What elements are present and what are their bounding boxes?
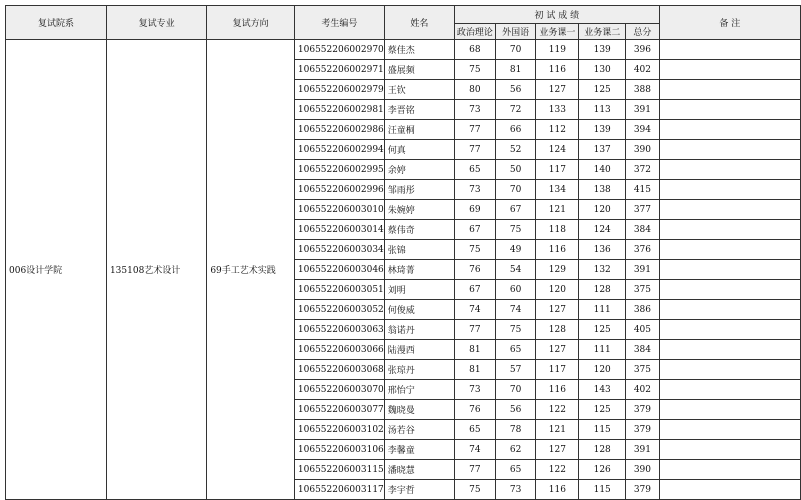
exam-id-cell: 106552206003106: [294, 440, 384, 460]
foreign-language-score-cell: 66: [495, 120, 536, 140]
course-one-score-cell: 134: [536, 180, 579, 200]
remarks-cell: [659, 400, 800, 420]
course-one-score-cell: 122: [536, 460, 579, 480]
exam-id-cell: 106552206002986: [294, 120, 384, 140]
course-two-score-cell: 120: [579, 200, 626, 220]
course-one-score-cell: 116: [536, 60, 579, 80]
course-two-score-cell: 120: [579, 360, 626, 380]
total-score-cell: 388: [626, 80, 660, 100]
total-score-cell: 376: [626, 240, 660, 260]
name-cell: 张琼丹: [384, 360, 454, 380]
remarks-cell: [659, 280, 800, 300]
exam-id-cell: 106552206002970: [294, 40, 384, 60]
course-two-score-cell: 115: [579, 480, 626, 500]
foreign-language-score-cell: 56: [495, 400, 536, 420]
course-one-score-cell: 122: [536, 400, 579, 420]
header-course-two: 业务课二: [579, 24, 626, 40]
header-total: 总分: [626, 24, 660, 40]
exam-id-cell: 106552206003051: [294, 280, 384, 300]
name-cell: 魏晓曼: [384, 400, 454, 420]
foreign-language-score-cell: 60: [495, 280, 536, 300]
course-one-score-cell: 129: [536, 260, 579, 280]
exam-id-cell: 106552206002981: [294, 100, 384, 120]
total-score-cell: 375: [626, 360, 660, 380]
politics-score-cell: 77: [454, 140, 495, 160]
name-cell: 余婷: [384, 160, 454, 180]
course-one-score-cell: 119: [536, 40, 579, 60]
politics-score-cell: 77: [454, 320, 495, 340]
politics-score-cell: 73: [454, 380, 495, 400]
total-score-cell: 391: [626, 100, 660, 120]
foreign-language-score-cell: 72: [495, 100, 536, 120]
course-one-score-cell: 133: [536, 100, 579, 120]
foreign-language-score-cell: 78: [495, 420, 536, 440]
politics-score-cell: 76: [454, 400, 495, 420]
exam-id-cell: 106552206003046: [294, 260, 384, 280]
course-one-score-cell: 128: [536, 320, 579, 340]
exam-id-cell: 106552206002996: [294, 180, 384, 200]
course-two-score-cell: 125: [579, 400, 626, 420]
course-one-score-cell: 127: [536, 440, 579, 460]
course-two-score-cell: 138: [579, 180, 626, 200]
exam-id-cell: 106552206003014: [294, 220, 384, 240]
total-score-cell: 379: [626, 480, 660, 500]
table-row: [6, 40, 801, 60]
politics-score-cell: 67: [454, 220, 495, 240]
total-score-cell: 391: [626, 260, 660, 280]
foreign-language-score-cell: 67: [495, 200, 536, 220]
politics-score-cell: 65: [454, 420, 495, 440]
course-two-score-cell: 111: [579, 340, 626, 360]
course-one-score-cell: 120: [536, 280, 579, 300]
name-cell: 李馨童: [384, 440, 454, 460]
name-cell: 王钦: [384, 80, 454, 100]
remarks-cell: [659, 320, 800, 340]
total-score-cell: 375: [626, 280, 660, 300]
politics-score-cell: 75: [454, 60, 495, 80]
name-cell: 邹雨彤: [384, 180, 454, 200]
header-preliminary-scores: 初 试 成 绩: [454, 6, 659, 24]
foreign-language-score-cell: 62: [495, 440, 536, 460]
politics-score-cell: 67: [454, 280, 495, 300]
politics-score-cell: 68: [454, 40, 495, 60]
total-score-cell: 391: [626, 440, 660, 460]
exam-id-cell: 106552206003077: [294, 400, 384, 420]
foreign-language-score-cell: 50: [495, 160, 536, 180]
foreign-language-score-cell: 52: [495, 140, 536, 160]
course-one-score-cell: 117: [536, 160, 579, 180]
course-one-score-cell: 118: [536, 220, 579, 240]
remarks-cell: [659, 480, 800, 500]
course-one-score-cell: 127: [536, 300, 579, 320]
exam-id-cell: 106552206003034: [294, 240, 384, 260]
course-one-score-cell: 116: [536, 380, 579, 400]
course-two-score-cell: 125: [579, 320, 626, 340]
politics-score-cell: 81: [454, 360, 495, 380]
total-score-cell: 384: [626, 340, 660, 360]
header-remarks: 备 注: [659, 6, 800, 40]
foreign-language-score-cell: 74: [495, 300, 536, 320]
exam-id-cell: 106552206003102: [294, 420, 384, 440]
remarks-cell: [659, 60, 800, 80]
header-foreign-language: 外国语: [495, 24, 536, 40]
remarks-cell: [659, 180, 800, 200]
course-two-score-cell: 124: [579, 220, 626, 240]
total-score-cell: 390: [626, 460, 660, 480]
name-cell: 朱婉婷: [384, 200, 454, 220]
course-two-score-cell: 128: [579, 440, 626, 460]
foreign-language-score-cell: 70: [495, 380, 536, 400]
course-one-score-cell: 116: [536, 240, 579, 260]
exam-id-cell: 106552206002971: [294, 60, 384, 80]
course-two-score-cell: 139: [579, 40, 626, 60]
politics-score-cell: 75: [454, 240, 495, 260]
politics-score-cell: 76: [454, 260, 495, 280]
course-one-score-cell: 112: [536, 120, 579, 140]
course-two-score-cell: 115: [579, 420, 626, 440]
remarks-cell: [659, 100, 800, 120]
total-score-cell: 394: [626, 120, 660, 140]
header-name: 姓名: [384, 6, 454, 40]
remarks-cell: [659, 300, 800, 320]
name-cell: 蔡伟奇: [384, 220, 454, 240]
politics-score-cell: 75: [454, 480, 495, 500]
remarks-cell: [659, 140, 800, 160]
exam-id-cell: 106552206003068: [294, 360, 384, 380]
total-score-cell: 396: [626, 40, 660, 60]
total-score-cell: 379: [626, 420, 660, 440]
name-cell: 邢怡宁: [384, 380, 454, 400]
remarks-cell: [659, 360, 800, 380]
course-two-score-cell: 125: [579, 80, 626, 100]
course-one-score-cell: 127: [536, 340, 579, 360]
remarks-cell: [659, 260, 800, 280]
table-body: [6, 40, 801, 500]
name-cell: 翁诺丹: [384, 320, 454, 340]
admission-score-table: [5, 5, 801, 500]
name-cell: 刘明: [384, 280, 454, 300]
remarks-cell: [659, 440, 800, 460]
remarks-cell: [659, 40, 800, 60]
exam-id-cell: 106552206003010: [294, 200, 384, 220]
major-cell: 135108艺术设计: [106, 40, 206, 500]
total-score-cell: 386: [626, 300, 660, 320]
course-one-score-cell: 121: [536, 200, 579, 220]
exam-id-cell: 106552206002995: [294, 160, 384, 180]
foreign-language-score-cell: 56: [495, 80, 536, 100]
direction-cell: 69手工艺术实践: [207, 40, 295, 500]
exam-id-cell: 106552206003070: [294, 380, 384, 400]
name-cell: 盛展频: [384, 60, 454, 80]
total-score-cell: 390: [626, 140, 660, 160]
remarks-cell: [659, 160, 800, 180]
politics-score-cell: 81: [454, 340, 495, 360]
exam-id-cell: 106552206003117: [294, 480, 384, 500]
total-score-cell: 372: [626, 160, 660, 180]
header-course-one: 业务课一: [536, 24, 579, 40]
name-cell: 潘晓慧: [384, 460, 454, 480]
total-score-cell: 379: [626, 400, 660, 420]
remarks-cell: [659, 120, 800, 140]
course-two-score-cell: 113: [579, 100, 626, 120]
remarks-cell: [659, 240, 800, 260]
name-cell: 李宇哲: [384, 480, 454, 500]
foreign-language-score-cell: 57: [495, 360, 536, 380]
exam-id-cell: 106552206003063: [294, 320, 384, 340]
foreign-language-score-cell: 75: [495, 320, 536, 340]
exam-id-cell: 106552206002979: [294, 80, 384, 100]
header-exam-id: 考生编号: [294, 6, 384, 40]
course-two-score-cell: 111: [579, 300, 626, 320]
name-cell: 何真: [384, 140, 454, 160]
foreign-language-score-cell: 65: [495, 340, 536, 360]
name-cell: 蔡佳杰: [384, 40, 454, 60]
remarks-cell: [659, 80, 800, 100]
course-two-score-cell: 132: [579, 260, 626, 280]
remarks-cell: [659, 200, 800, 220]
remarks-cell: [659, 380, 800, 400]
total-score-cell: 405: [626, 320, 660, 340]
department-cell: 006设计学院: [6, 40, 107, 500]
politics-score-cell: 69: [454, 200, 495, 220]
course-one-score-cell: 116: [536, 480, 579, 500]
total-score-cell: 384: [626, 220, 660, 240]
course-two-score-cell: 136: [579, 240, 626, 260]
foreign-language-score-cell: 73: [495, 480, 536, 500]
header-major: 复试专业: [106, 6, 206, 40]
course-two-score-cell: 128: [579, 280, 626, 300]
politics-score-cell: 73: [454, 100, 495, 120]
exam-id-cell: 106552206003066: [294, 340, 384, 360]
name-cell: 汤若谷: [384, 420, 454, 440]
politics-score-cell: 65: [454, 160, 495, 180]
name-cell: 陆漫西: [384, 340, 454, 360]
header-department: 复试院系: [6, 6, 107, 40]
name-cell: 林琦菁: [384, 260, 454, 280]
foreign-language-score-cell: 65: [495, 460, 536, 480]
name-cell: 汪童桐: [384, 120, 454, 140]
politics-score-cell: 74: [454, 440, 495, 460]
exam-id-cell: 106552206002994: [294, 140, 384, 160]
course-two-score-cell: 140: [579, 160, 626, 180]
course-one-score-cell: 127: [536, 80, 579, 100]
header-politics: 政治理论: [454, 24, 495, 40]
politics-score-cell: 74: [454, 300, 495, 320]
foreign-language-score-cell: 54: [495, 260, 536, 280]
foreign-language-score-cell: 49: [495, 240, 536, 260]
exam-id-cell: 106552206003052: [294, 300, 384, 320]
remarks-cell: [659, 460, 800, 480]
total-score-cell: 402: [626, 380, 660, 400]
total-score-cell: 402: [626, 60, 660, 80]
remarks-cell: [659, 340, 800, 360]
total-score-cell: 377: [626, 200, 660, 220]
course-one-score-cell: 124: [536, 140, 579, 160]
name-cell: 何俊威: [384, 300, 454, 320]
course-two-score-cell: 139: [579, 120, 626, 140]
politics-score-cell: 77: [454, 460, 495, 480]
course-two-score-cell: 126: [579, 460, 626, 480]
politics-score-cell: 80: [454, 80, 495, 100]
foreign-language-score-cell: 70: [495, 180, 536, 200]
course-two-score-cell: 137: [579, 140, 626, 160]
name-cell: 李晋铭: [384, 100, 454, 120]
exam-id-cell: 106552206003115: [294, 460, 384, 480]
foreign-language-score-cell: 70: [495, 40, 536, 60]
name-cell: 张锦: [384, 240, 454, 260]
politics-score-cell: 77: [454, 120, 495, 140]
course-one-score-cell: 117: [536, 360, 579, 380]
politics-score-cell: 73: [454, 180, 495, 200]
foreign-language-score-cell: 75: [495, 220, 536, 240]
total-score-cell: 415: [626, 180, 660, 200]
foreign-language-score-cell: 81: [495, 60, 536, 80]
course-one-score-cell: 121: [536, 420, 579, 440]
header-direction: 复试方向: [207, 6, 295, 40]
course-two-score-cell: 143: [579, 380, 626, 400]
course-two-score-cell: 130: [579, 60, 626, 80]
remarks-cell: [659, 220, 800, 240]
remarks-cell: [659, 420, 800, 440]
